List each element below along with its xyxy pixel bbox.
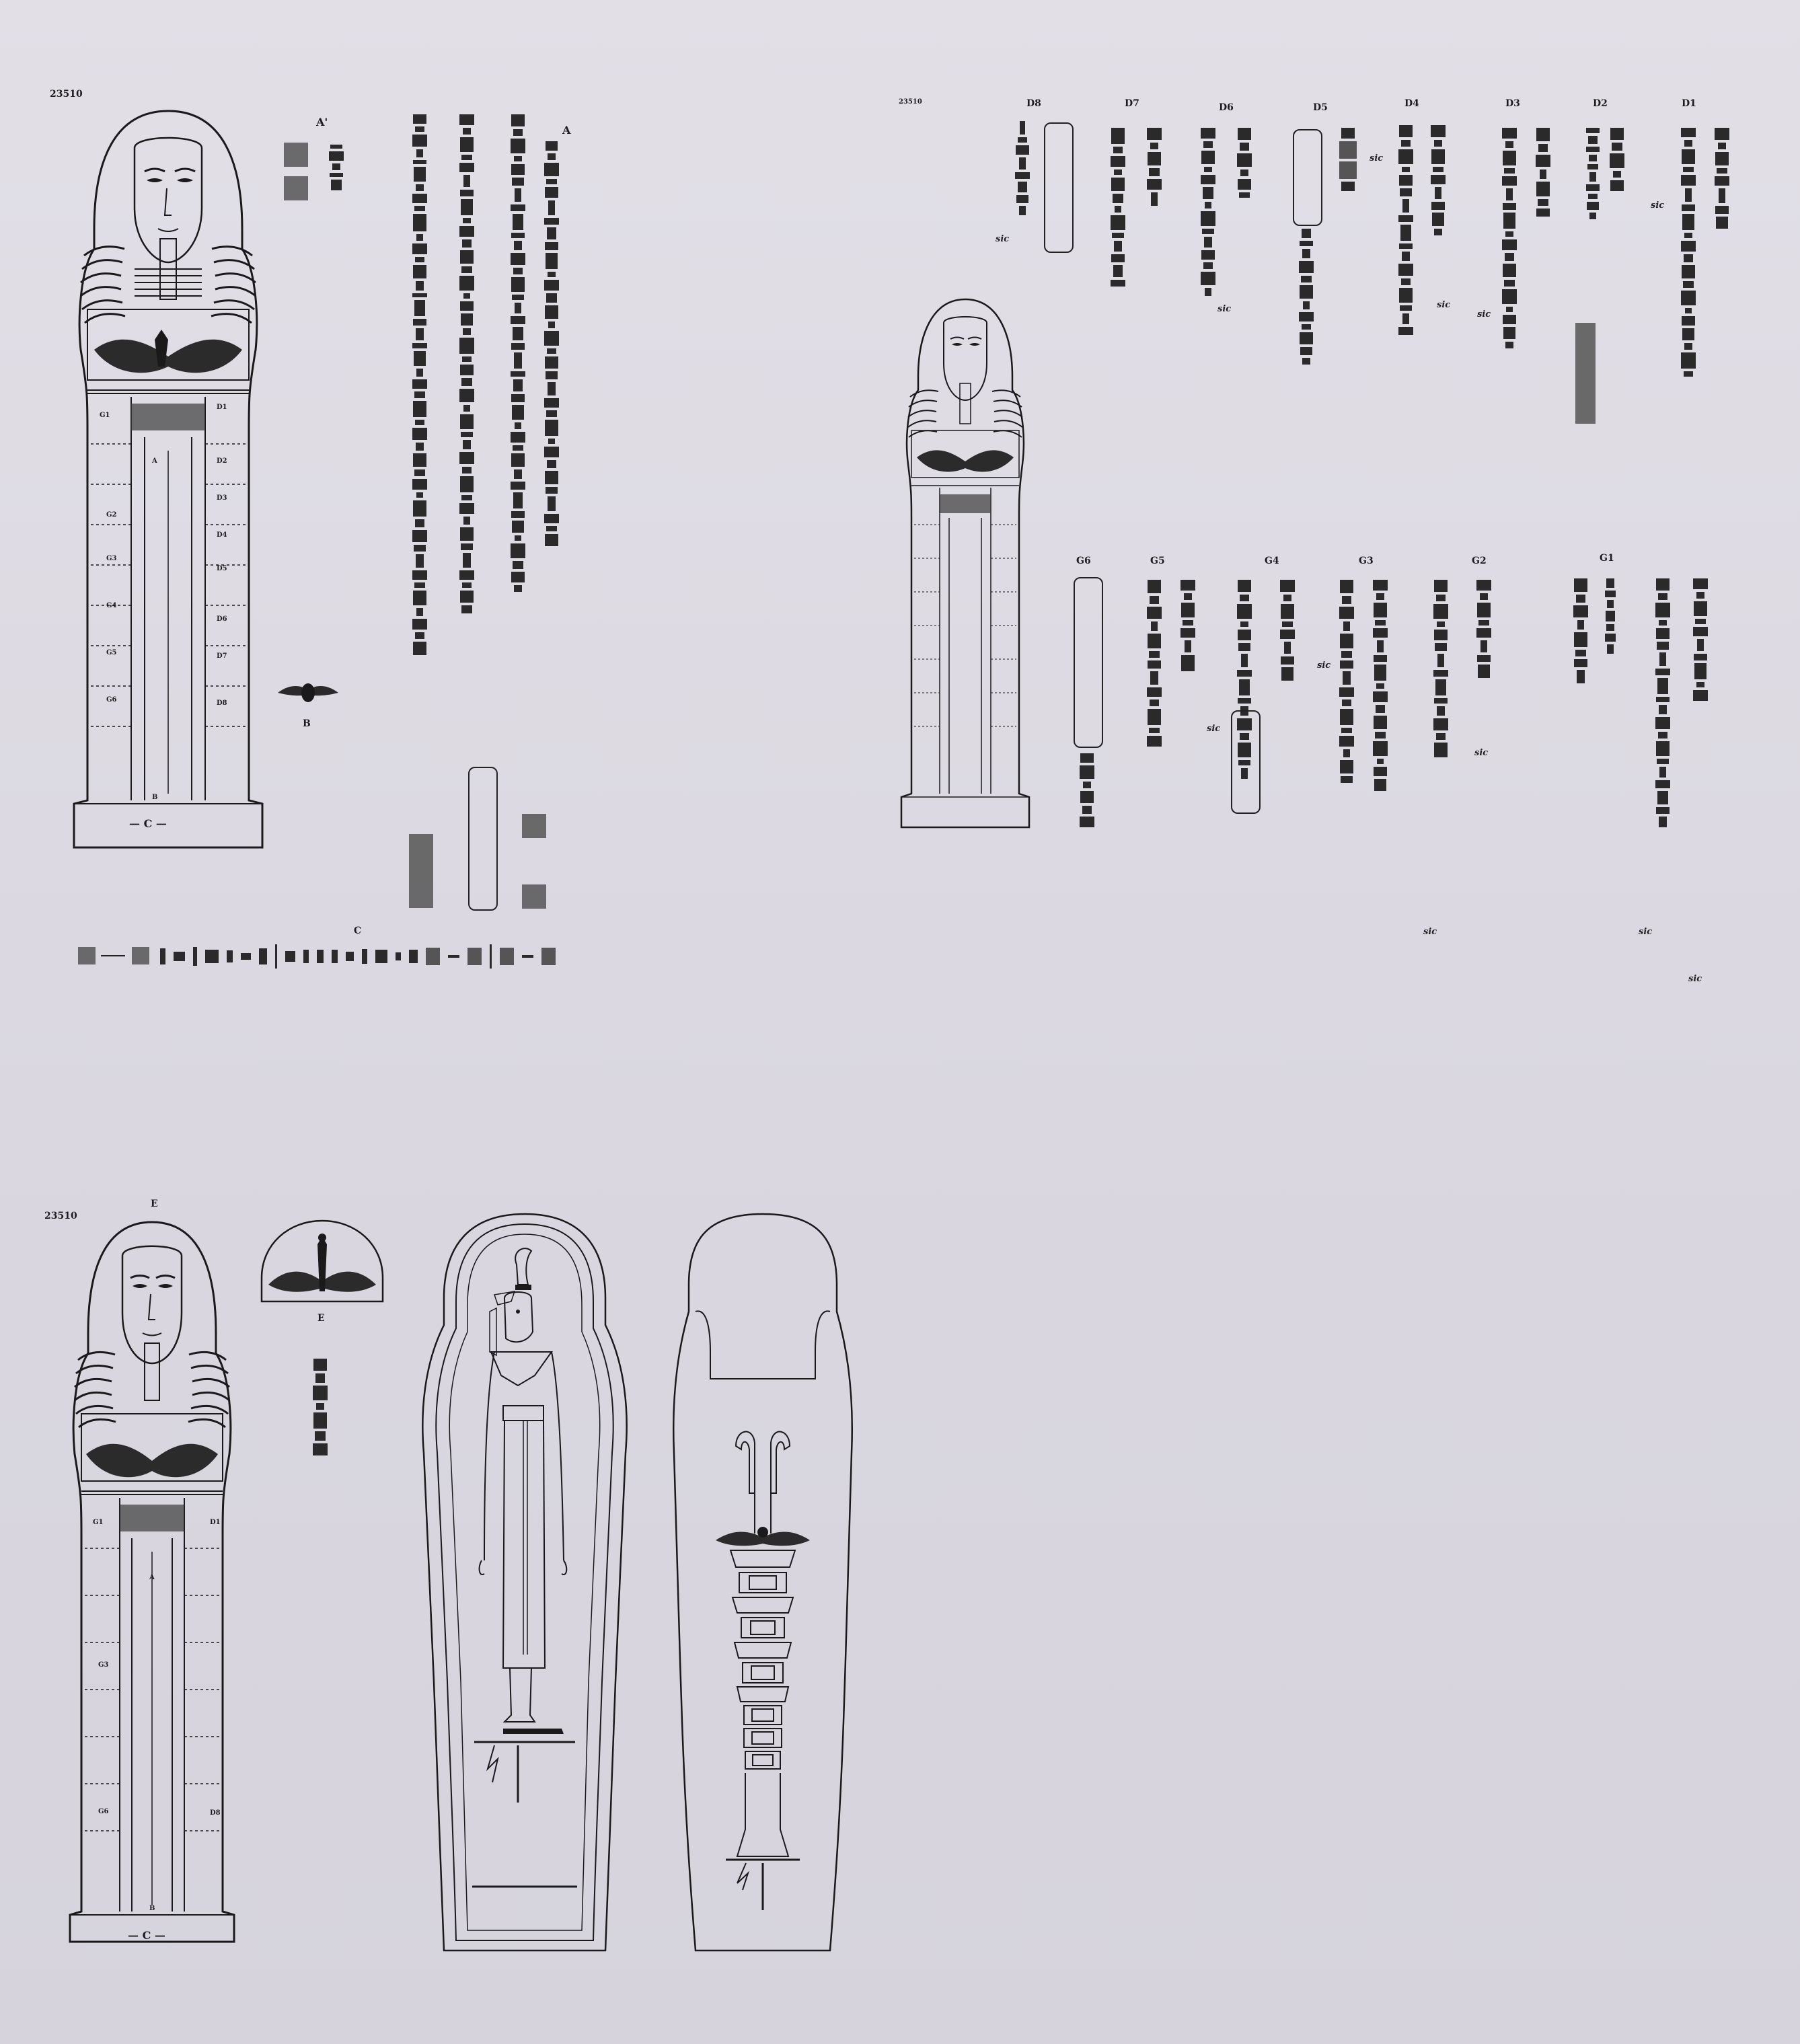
hieroglyph-column-g5-a (1178, 580, 1197, 768)
coffin-label-center-a: A (152, 457, 157, 465)
lacuna-block (132, 947, 149, 964)
coffin-label-foot-c-bottom: — C — (128, 1929, 165, 1942)
hieroglyph-column-d4-b (1429, 125, 1451, 320)
coffin-lid-interior-goddess (417, 1211, 632, 1957)
coffin-label-d3: D3 (217, 494, 227, 502)
hieroglyph-column-d8-a (1013, 121, 1032, 276)
coffin-front-top-left (67, 108, 269, 861)
cartouche (468, 767, 498, 911)
hieroglyph-column-d7-b (1145, 128, 1164, 256)
lacuna-block (522, 884, 546, 909)
lacuna-block (284, 143, 308, 167)
column-header-d7: D7 (1125, 98, 1139, 109)
hieroglyph-column-g5-b (1145, 580, 1164, 889)
winged-scarab-b (274, 676, 342, 710)
hieroglyph-row-c (156, 942, 560, 971)
hieroglyph-column-g1-c (1571, 578, 1590, 753)
hieroglyph-column-d1-a (1679, 128, 1698, 518)
coffin-label-d6: D6 (217, 615, 227, 623)
coffin-label-d8-bottom: D8 (210, 1809, 221, 1817)
lacuna-block (409, 834, 433, 908)
hieroglyph-column-g3-b (1337, 580, 1356, 956)
hieroglyph-column-d3-a (1500, 128, 1519, 504)
hieroglyph-column-d3-b (1534, 128, 1552, 289)
hieroglyph-column-g4-a (1278, 580, 1297, 768)
catalog-number-top-left: 23510 (50, 89, 83, 100)
sic-note: sic (1207, 724, 1221, 734)
cartouche (1231, 710, 1261, 814)
hieroglyph-column-d5-b (1339, 128, 1357, 242)
coffin-label-foot-c: — C — (129, 817, 167, 830)
section-label-b: B (303, 718, 311, 729)
hieroglyph-column-d4-a (1396, 125, 1415, 488)
coffin-base-interior-djed (662, 1211, 864, 1957)
sic-note: sic (1217, 304, 1232, 314)
sic-note: sic (1370, 153, 1384, 163)
sic-note: sic (1437, 300, 1451, 310)
lacuna-block (78, 947, 96, 964)
column-header-d2: D2 (1593, 98, 1608, 109)
column-header-d8: D8 (1026, 98, 1041, 109)
coffin-label-g3: G3 (106, 555, 117, 562)
coffin-label-g3-bottom: G3 (98, 1661, 109, 1669)
coffin-label-d1: D1 (217, 404, 227, 411)
coffin-label-g6: G6 (106, 696, 117, 704)
sic-note: sic (1317, 660, 1331, 671)
coffin-label-d8: D8 (217, 699, 227, 707)
column-header-g1: G1 (1600, 553, 1614, 564)
hieroglyph-column-a-3 (509, 114, 527, 854)
hieroglyph-column-d7-a (1109, 128, 1127, 424)
coffin-label-g5: G5 (106, 649, 117, 656)
sic-note: sic (1639, 927, 1653, 937)
hieroglyph-column-d6-b (1235, 128, 1254, 249)
coffin-label-d2: D2 (217, 457, 227, 465)
cartouche (1044, 122, 1074, 253)
hieroglyph-column-a-2 (457, 114, 476, 854)
hieroglyph-column-a-1 (410, 114, 429, 908)
hieroglyph-column (327, 145, 346, 205)
section-label-e: E (317, 1313, 325, 1324)
hieroglyph-column-d1-b (1713, 128, 1731, 282)
sic-note: sic (1651, 200, 1665, 211)
hieroglyph-column-g2-b (1431, 580, 1450, 903)
lacuna-block (522, 814, 546, 838)
coffin-label-d5: D5 (217, 565, 227, 572)
hieroglyph-column-g6-a (1078, 753, 1096, 888)
coffin-label-g1-bottom: G1 (93, 1519, 104, 1526)
catalog-number-top-right: 23510 (899, 98, 922, 106)
coffin-front-top-right (898, 296, 1033, 834)
column-header-g6: G6 (1076, 556, 1091, 566)
catalog-number-bottom: 23510 (44, 1211, 77, 1221)
column-header-g3: G3 (1359, 556, 1374, 566)
hieroglyph-column-g1-b (1691, 578, 1710, 794)
cartouche (1074, 577, 1103, 748)
section-label-c: C (354, 925, 362, 936)
hieroglyph-column-e (311, 1359, 330, 1493)
column-header-g2: G2 (1472, 556, 1487, 566)
lacuna-block (284, 176, 308, 200)
hieroglyph-column-g1-d (1601, 578, 1620, 753)
section-label-a: A (562, 124, 571, 137)
hieroglyph-column-d2-b (1608, 128, 1626, 249)
section-label-e-top: E (151, 1199, 158, 1209)
coffin-label-d7: D7 (217, 652, 227, 660)
column-header-d6: D6 (1219, 102, 1234, 113)
column-header-d4: D4 (1404, 98, 1419, 109)
column-header-g5: G5 (1150, 556, 1165, 566)
column-header-d1: D1 (1682, 98, 1696, 109)
column-header-d5: D5 (1313, 102, 1328, 113)
hieroglyph-column-g3-a (1371, 580, 1390, 956)
hieroglyph-column-g1-a (1653, 578, 1672, 989)
coffin-label-bottom-b-bottom: B (149, 1905, 155, 1912)
winged-goddess-lunette-e (258, 1217, 386, 1305)
coffin-label-g1: G1 (100, 412, 110, 419)
sic-note: sic (1423, 927, 1437, 937)
coffin-label-g4: G4 (106, 602, 117, 609)
sic-note: sic (1474, 748, 1489, 758)
inscription-rule (101, 955, 125, 956)
hieroglyph-column-d2-a (1583, 128, 1602, 504)
column-header-g4: G4 (1265, 556, 1279, 566)
hieroglyph-column-d6-a (1199, 128, 1217, 437)
section-label-a-prime: A' (316, 116, 328, 128)
hieroglyph-column-g2-a (1474, 580, 1493, 761)
sic-note: sic (996, 234, 1010, 244)
column-header-d3: D3 (1505, 98, 1520, 109)
lacuna-block (1575, 323, 1596, 424)
coffin-front-bottom (65, 1219, 239, 1945)
coffin-label-g2: G2 (106, 511, 117, 519)
coffin-label-d1-bottom: D1 (210, 1519, 221, 1526)
sic-note: sic (1688, 974, 1702, 984)
coffin-label-g6-bottom: G6 (98, 1808, 109, 1815)
sic-note: sic (1477, 309, 1491, 319)
hieroglyph-column-d5-a (1297, 229, 1316, 471)
hieroglyph-column-a-4 (542, 141, 561, 814)
coffin-label-center-a-bottom: A (149, 1574, 155, 1581)
coffin-label-d4: D4 (217, 531, 227, 539)
coffin-label-bottom-b: B (152, 794, 158, 801)
cartouche (1293, 129, 1322, 226)
